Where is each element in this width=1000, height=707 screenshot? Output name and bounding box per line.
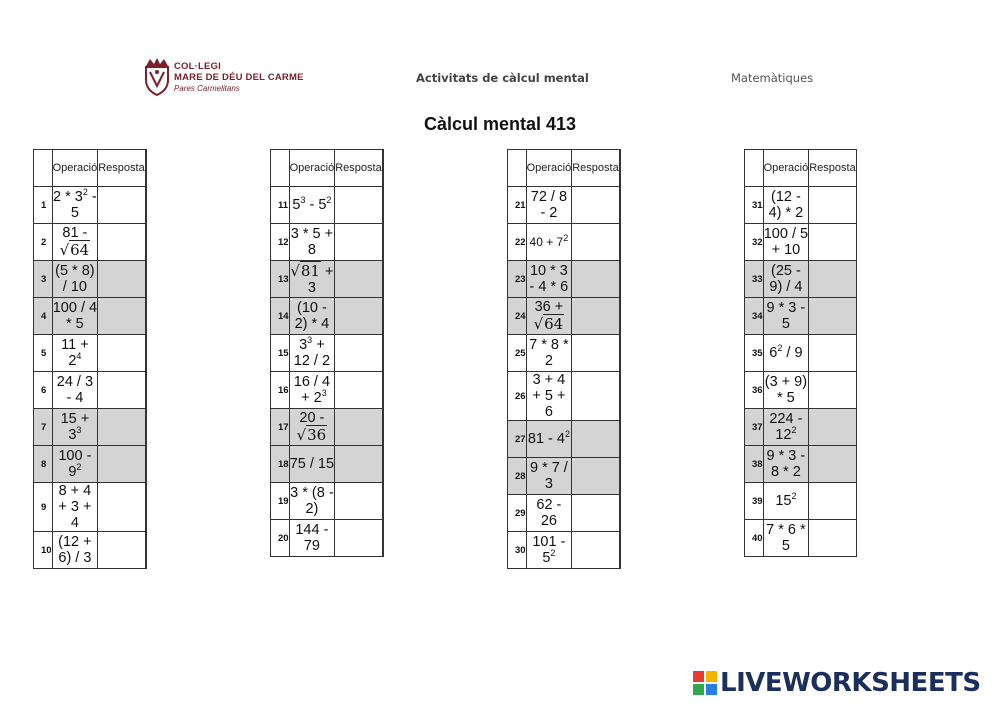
question-row [508,495,621,532]
column-gap [145,335,146,372]
question-number: 6 [34,372,53,409]
answer-field[interactable] [572,298,619,335]
question-row [745,298,857,335]
answer-field[interactable] [572,335,619,372]
logo-line-3: Pares Carmelitans [174,84,240,93]
column-gap [145,409,146,446]
number-header [745,150,764,187]
answer-header: Resposta [572,150,619,187]
question-operation: $15 + 3^3$ [52,409,98,446]
question-row [508,298,621,335]
question-row [34,483,147,532]
column-gap [145,532,146,569]
question-row [271,298,384,335]
column-gap [145,298,146,335]
column-gap [619,224,620,261]
question-operation: $81 - 4^2$ [526,421,572,458]
question-number: 12 [271,224,290,261]
question-row [34,446,147,483]
question-row [34,298,147,335]
column-gap [382,150,383,187]
column-gap [619,458,620,495]
logo-line-2: MARE DE DÉU DEL CARME [174,72,304,83]
question-operation: $11 + 2^4$ [52,335,98,372]
question-number: 10 [34,532,53,569]
operation-header: Operació [526,150,572,187]
operation-header: Operació [289,150,335,187]
question-number: 23 [508,261,527,298]
answer-field[interactable] [335,187,382,224]
question-number: 28 [508,458,527,495]
column-gap [145,150,146,187]
question-operation: 62 - 26 [526,495,572,532]
question-row [745,520,857,557]
question-row [271,409,384,446]
question-operation: 9 * 3 - 5 [763,298,809,335]
question-number: 40 [745,520,764,557]
column-gap [382,298,383,335]
question-number: 35 [745,335,764,372]
question-row [508,335,621,372]
operation-header: Operació [52,150,98,187]
question-number: 19 [271,483,290,520]
question-operation: $3^3 + 12 / 2$ [289,335,335,372]
question-operation: 8 + 4 + 3 + 4 [52,483,98,532]
header-row [271,150,384,187]
column-gap [145,372,146,409]
question-row [508,187,621,224]
answer-field[interactable] [98,483,145,532]
column-gap [619,421,620,458]
column-gap [382,409,383,446]
answer-field[interactable] [335,335,382,372]
answer-field[interactable] [335,261,382,298]
question-number: 20 [271,520,290,557]
question-operation: 100 / 5 + 10 [763,224,809,261]
answer-field[interactable] [98,532,145,569]
question-operation: $15^2$ [763,483,809,520]
question-number: 29 [508,495,527,532]
question-operation: 7 * 6 * 5 [763,520,809,557]
column-gap [619,372,620,421]
question-number: 11 [271,187,290,224]
question-row [271,483,384,520]
question-row [508,532,621,569]
question-number: 33 [745,261,764,298]
question-row [271,335,384,372]
question-operation: (12 - 4) * 2 [763,187,809,224]
number-header [508,150,527,187]
answer-field[interactable] [335,483,382,520]
column-gap [382,224,383,261]
question-operation: 72 / 8 - 2 [526,187,572,224]
question-number: 32 [745,224,764,261]
question-row [271,261,384,298]
answer-field[interactable] [572,532,619,569]
question-number: 25 [508,335,527,372]
question-operation: $101 - 5^2$ [526,532,572,569]
question-row [34,335,147,372]
question-block-3 [507,149,621,569]
answer-field[interactable] [335,520,382,557]
question-number: 1 [34,187,53,224]
answer-field[interactable] [98,298,145,335]
number-header [271,150,290,187]
column-gap [619,532,620,569]
question-row [745,187,857,224]
question-number: 18 [271,446,290,483]
question-number: 26 [508,372,527,421]
question-number: 27 [508,421,527,458]
question-operation: (25 - 9) / 4 [763,261,809,298]
answer-header: Resposta [98,150,145,187]
question-operation: 3 * (8 - 2) [289,483,335,520]
column-gap [619,150,620,187]
answer-field[interactable] [809,298,856,335]
column-gap [382,372,383,409]
question-operation: 24 / 3 - 4 [52,372,98,409]
answer-field[interactable] [809,446,856,483]
answer-field[interactable] [572,224,619,261]
question-operation: (5 * 8) / 10 [52,261,98,298]
column-gap [619,495,620,532]
question-operation: $100 - 9^2$ [52,446,98,483]
answer-field[interactable] [335,298,382,335]
question-row [745,483,857,520]
question-row [271,520,384,557]
question-number: 38 [745,446,764,483]
question-operation: (3 + 9) * 5 [763,372,809,409]
answer-header: Resposta [809,150,856,187]
column-gap [619,261,620,298]
question-operation: $6^2 / 9$ [763,335,809,372]
school-logo [143,56,313,98]
answer-field[interactable] [335,409,382,446]
question-number: 8 [34,446,53,483]
question-number: 7 [34,409,53,446]
question-row [271,224,384,261]
question-number: 37 [745,409,764,446]
answer-field[interactable] [98,224,145,261]
header-row [34,150,147,187]
question-operation: 3 + 4 + 5 + 6 [526,372,572,421]
question-row [745,409,857,446]
question-row [745,335,857,372]
question-number: 14 [271,298,290,335]
question-number: 5 [34,335,53,372]
question-operation: 81 - √64 [52,224,98,261]
question-number: 39 [745,483,764,520]
answer-header: Resposta [335,150,382,187]
question-number: 34 [745,298,764,335]
column-gap [619,298,620,335]
column-gap [619,187,620,224]
question-block-2 [270,149,384,557]
number-header [34,150,53,187]
question-number: 15 [271,335,290,372]
question-operation: 3 * 5 + 8 [289,224,335,261]
answer-field[interactable] [98,409,145,446]
question-row [34,261,147,298]
question-number: 21 [508,187,527,224]
question-number: 22 [508,224,527,261]
header-subject: Matemàtiques [731,71,814,85]
answer-field[interactable] [809,261,856,298]
question-row [34,409,147,446]
question-operation: √81 + 3 [290,262,334,296]
answer-field[interactable] [809,372,856,409]
question-row [34,532,147,569]
column-gap [145,187,146,224]
answer-field[interactable] [572,421,619,458]
question-number: 16 [271,372,290,409]
question-row [508,421,621,458]
column-gap [382,446,383,483]
question-operation: 10 * 3 - 4 * 6 [526,261,572,298]
answer-field[interactable] [572,495,619,532]
question-number: 9 [34,483,53,532]
column-gap [145,261,146,298]
question-row [34,187,147,224]
answer-field[interactable] [809,520,856,557]
question-row [34,372,147,409]
question-row [271,446,384,483]
question-block-1 [33,149,147,569]
answer-field[interactable] [572,372,619,421]
column-gap [382,335,383,372]
answer-field[interactable] [98,446,145,483]
liveworksheets-logo-icon [693,671,717,695]
question-operation: $40 + 7^2$ [526,224,572,261]
question-row [271,187,384,224]
answer-field[interactable] [335,372,382,409]
question-number: 31 [745,187,764,224]
answer-field[interactable] [98,261,145,298]
answer-field[interactable] [809,409,856,446]
question-operation: 100 / 4 * 5 [52,298,98,335]
question-row [508,372,621,421]
question-operation: 144 - 79 [289,520,335,557]
header-row [508,150,621,187]
question-operation: (10 - 2) * 4 [289,298,335,335]
question-operation: 75 / 15 [289,446,335,483]
column-gap [382,483,383,520]
question-row [508,261,621,298]
question-number: 24 [508,298,527,335]
question-operation: 9 * 3 - 8 * 2 [763,446,809,483]
header-activity-title: Activitats de càlcul mental [416,71,589,85]
question-operation: 9 * 7 / 3 [526,458,572,495]
question-number: 2 [34,224,53,261]
question-number: 4 [34,298,53,335]
question-operation: 7 * 8 * 2 [526,335,572,372]
page-title: Càlcul mental 413 [423,114,577,134]
logo-line-1: COL·LEGI [174,61,221,72]
question-row [745,224,857,261]
question-number: 30 [508,532,527,569]
question-block-4 [744,149,857,557]
question-row [508,458,621,495]
question-row [745,446,857,483]
answer-field[interactable] [572,261,619,298]
answer-field[interactable] [809,335,856,372]
answer-field[interactable] [572,458,619,495]
answer-field[interactable] [98,372,145,409]
question-operation: 36 + √64 [526,298,572,335]
header-row [745,150,857,187]
brand-text: LIVEWORKSHEETS [720,668,981,698]
question-operation: $224 - 12^2$ [763,409,809,446]
answer-field[interactable] [809,187,856,224]
column-gap [382,261,383,298]
question-row [745,372,857,409]
column-gap [382,187,383,224]
question-operation: $16 / 4 + 2^3$ [289,372,335,409]
school-crest-icon [143,56,171,96]
answer-field[interactable] [809,483,856,520]
question-row [508,224,621,261]
column-gap [619,335,620,372]
answer-field[interactable] [98,335,145,372]
question-operation: 20 - √36 [289,409,335,446]
question-number: 13 [271,261,290,298]
question-operation: $5^3 - 5^2$ [289,187,335,224]
column-gap [382,520,383,557]
question-number: 17 [271,409,290,446]
question-number: 3 [34,261,53,298]
question-number: 36 [745,372,764,409]
answer-field[interactable] [335,446,382,483]
answer-field[interactable] [809,224,856,261]
column-gap [145,224,146,261]
question-row [745,261,857,298]
operation-header: Operació [763,150,809,187]
column-gap [145,446,146,483]
column-gap [145,483,146,532]
answer-field[interactable] [572,187,619,224]
answer-field[interactable] [98,187,145,224]
question-row [34,224,147,261]
question-row [271,372,384,409]
question-operation: (12 + 6) / 3 [52,532,98,569]
question-operation: $2 * 3^2 - 5$ [52,187,98,224]
answer-field[interactable] [335,224,382,261]
